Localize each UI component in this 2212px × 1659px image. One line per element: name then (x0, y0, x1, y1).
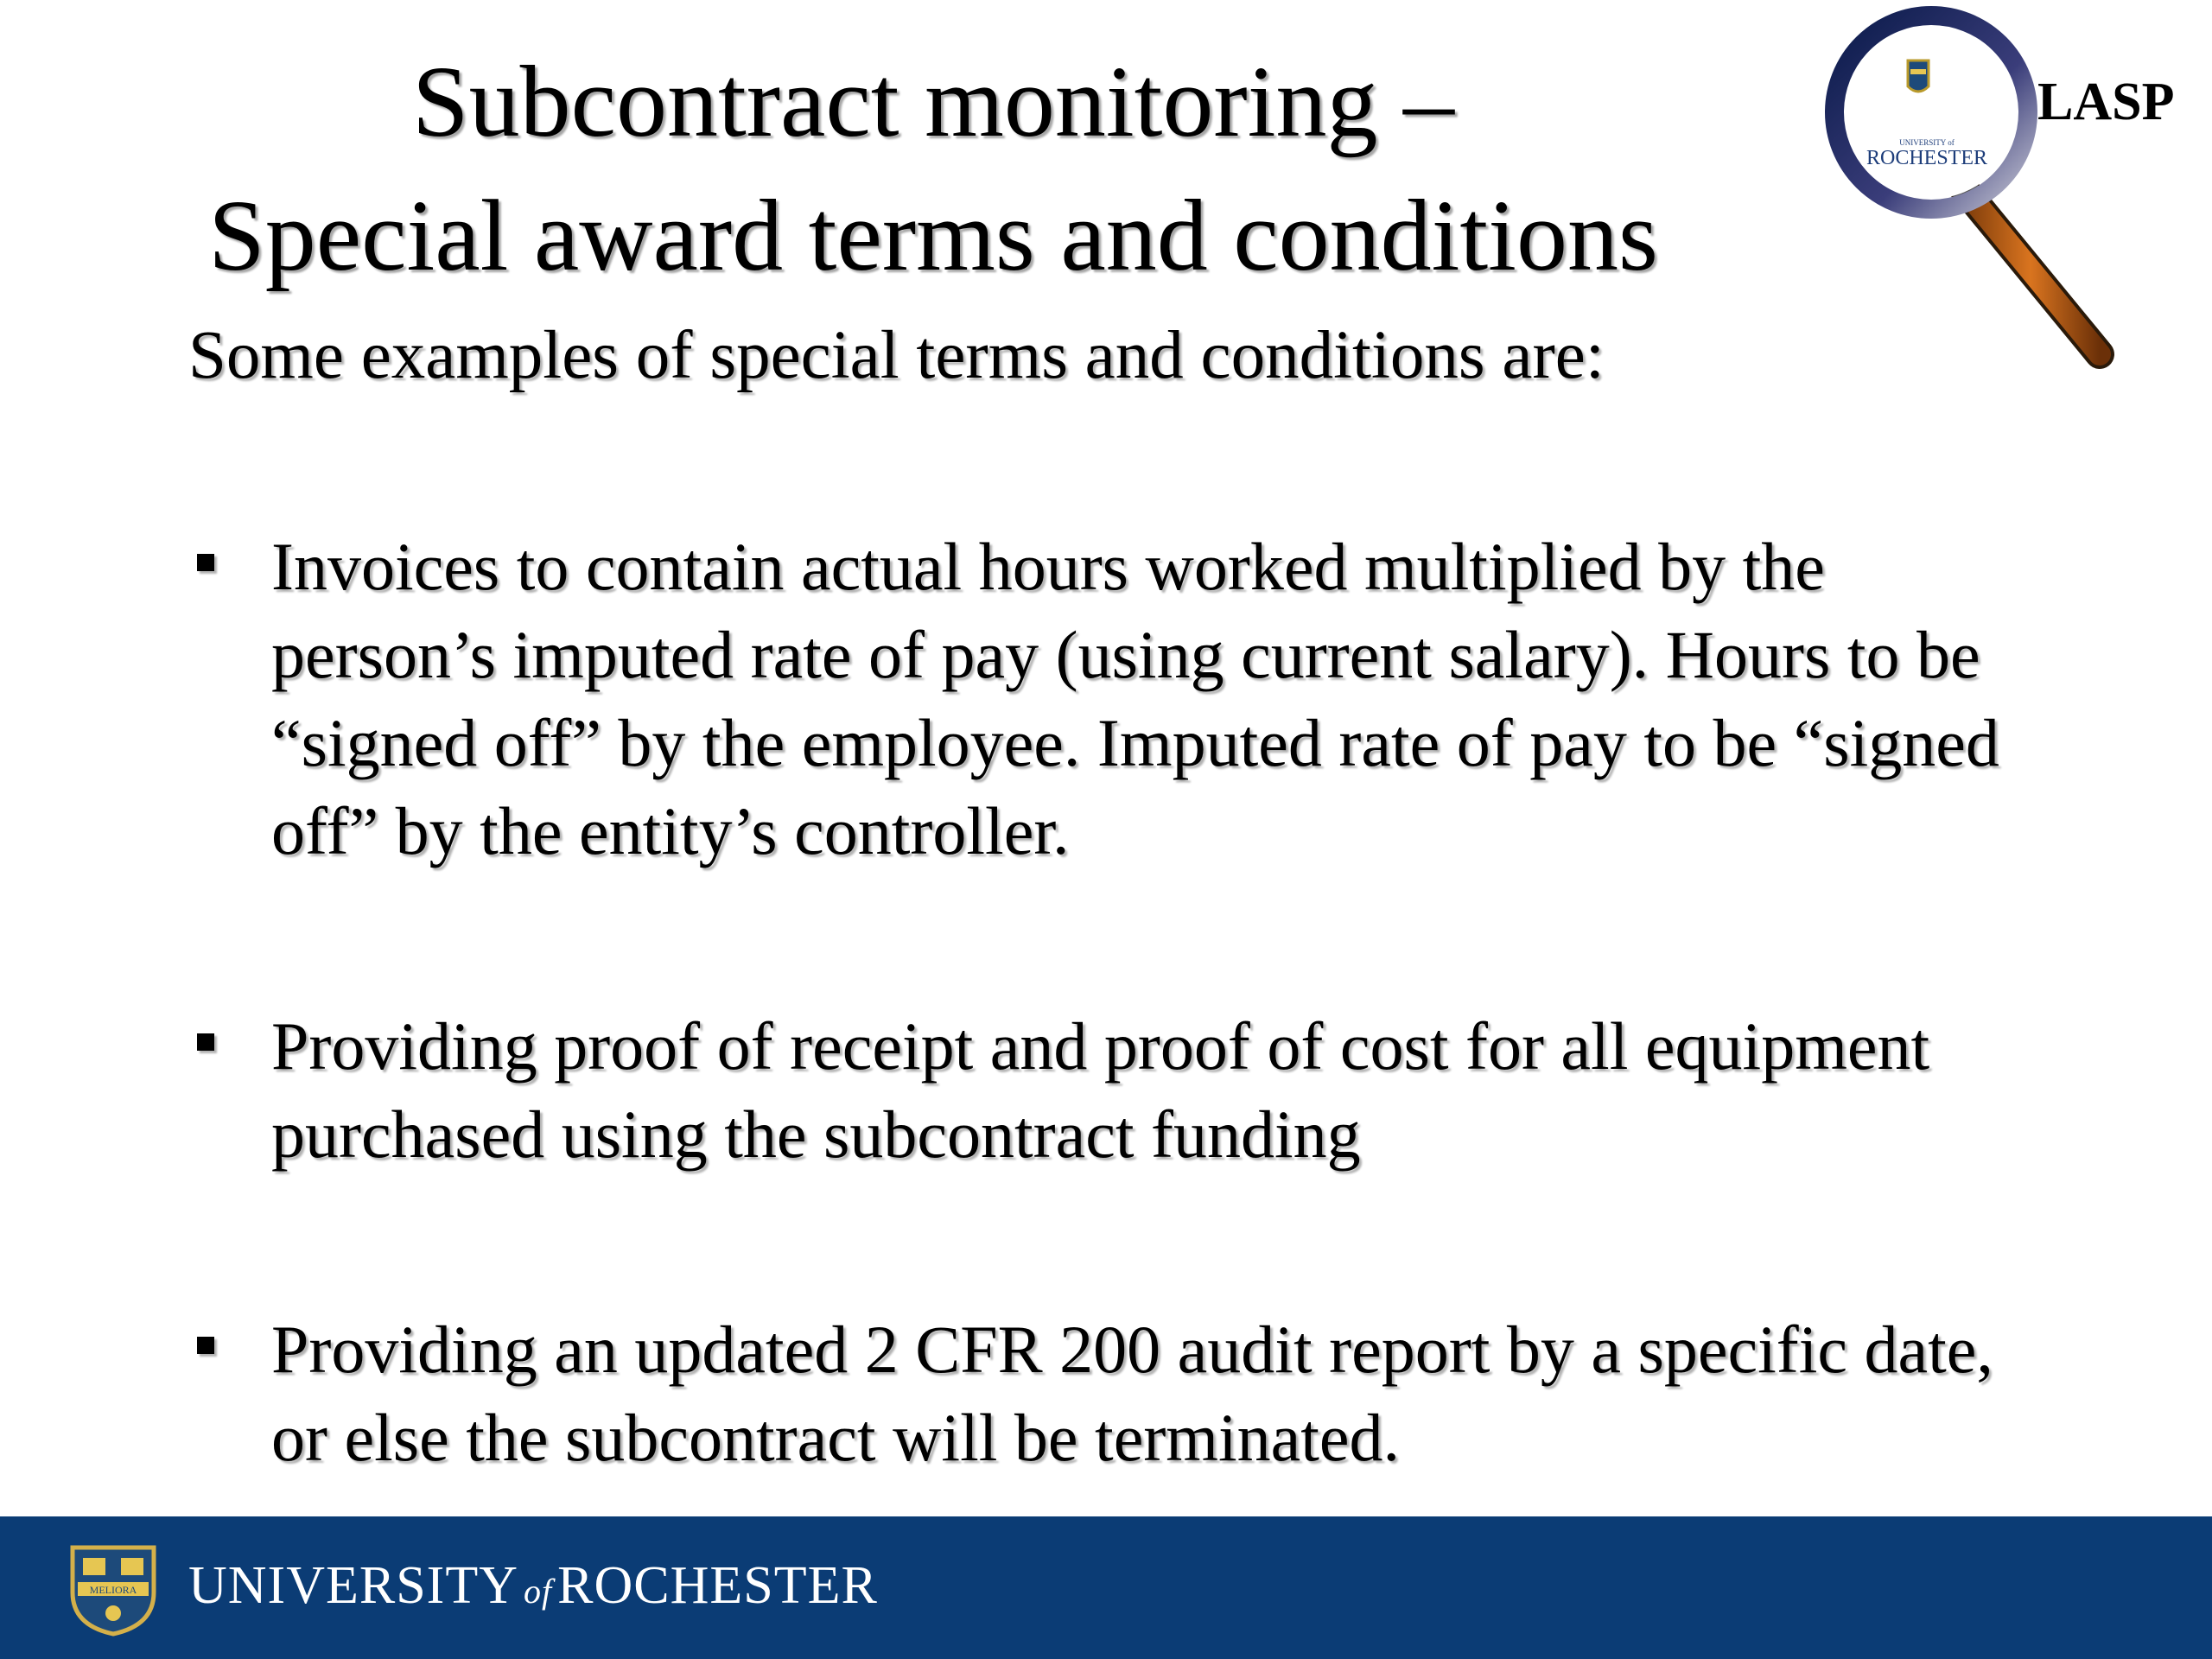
bullet-item-audit (188, 1306, 2046, 1482)
logo-seal-small-text: UNIVERSITY of (1899, 138, 1955, 147)
logo-lasp-text: LASP (2037, 73, 2175, 131)
bullet-list (188, 523, 2046, 1482)
footer-university-name (188, 1551, 878, 1626)
title-line-2: Special award terms and conditions (208, 179, 1658, 292)
slide-title (86, 35, 1780, 302)
intro-text: Some examples of special terms and conditions are: (188, 318, 1605, 393)
footer-university-word: UNIVERSITY (188, 1556, 518, 1615)
bullet-item-invoices (188, 523, 2046, 875)
footer-rochester-word: ROCHESTER (557, 1556, 878, 1615)
bullet-item-equipment (188, 1002, 2046, 1179)
logo-seal-name: ROCHESTER (1866, 147, 1988, 169)
bullet-text: Invoices to contain actual hours worked multiplied by the person’s imputed rate of pay (using current salary). Hours to be “signed off” by the employee. Imputed rate of pay to be “signed off” by the entity’s controller. (271, 529, 1999, 868)
magnifying-glass-icon (1834, 16, 2100, 354)
title-line-1: Subcontract monitoring – (411, 45, 1455, 158)
square-bullet-icon (197, 554, 214, 571)
seal-motto: MELIORA (89, 1584, 137, 1596)
square-bullet-icon (197, 1033, 214, 1051)
footer-of-word: of (523, 1572, 553, 1611)
university-seal-icon (62, 1541, 164, 1637)
bullet-text: Providing proof of receipt and proof of cost for all equipment purchased using the subcontract funding (271, 1008, 1930, 1172)
rochester-seal-icon (1908, 60, 1929, 92)
bullet-text: Providing an updated 2 CFR 200 audit report by a specific date, or else the subcontract will be terminated. (271, 1312, 1993, 1475)
lasp-logo (1815, 0, 2175, 380)
square-bullet-icon (197, 1337, 214, 1354)
footer-bar (0, 1516, 2212, 1659)
